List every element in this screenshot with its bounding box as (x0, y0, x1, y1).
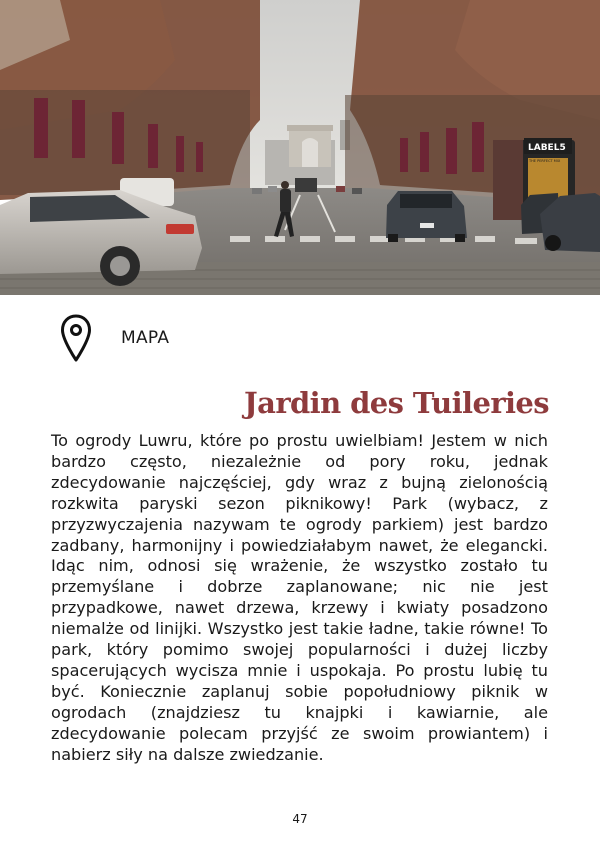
bus-sign: LABEL5 (528, 143, 566, 153)
article-body: To ogrody Luwru, które po prostu uwielbiam! Jestem w nich bardzo często, niezależnie od pory roku, jednak zdecydowanie najczęściej, gdy wraz z bujną zielonością rozkwita paryski sezon piknikowy! Park (wybacz, z przyzwyczajenia nazywam te ogrody parkiem) jest bardzo zadbany, harmonijny i powiedziałabym nawet, że elegancki. Idąc nim, odnosi się wrażenie, że wszystko zostało tu przemyślane i dobrze zaplanowane; nic nie jest przypadkowe, nawet drzewa, krzewy i kwiaty posadzono niemalże od linijki. Wszystko jest takie ładne, takie równe! To park, który pomimo swojej popularności i dużej liczby spacerujących wycisza mnie i uspokaja. Po prostu lubię tu być. Koniecznie zaplanuj sobie popołudniowy piknik w ogrodach (znajdziesz tu knajpki i kawiarnie, ale zdecydowanie polecam przyjść ze swoim prowiantem) i nabierz siły na dalsze zwiedzanie. (51, 431, 548, 764)
champs-elysees-photo (0, 0, 600, 295)
map-label: MAPA (121, 328, 170, 348)
map-link[interactable] (60, 313, 169, 363)
dark-car (386, 191, 467, 242)
map-pin-icon (60, 314, 92, 362)
page-title: Jardin des Tuileries (244, 386, 549, 420)
arc-de-triomphe (287, 125, 333, 167)
header-photo (0, 0, 600, 295)
bus-sign-sub: THE PERFECT MIX (529, 159, 561, 163)
page-number: 47 (292, 812, 308, 826)
